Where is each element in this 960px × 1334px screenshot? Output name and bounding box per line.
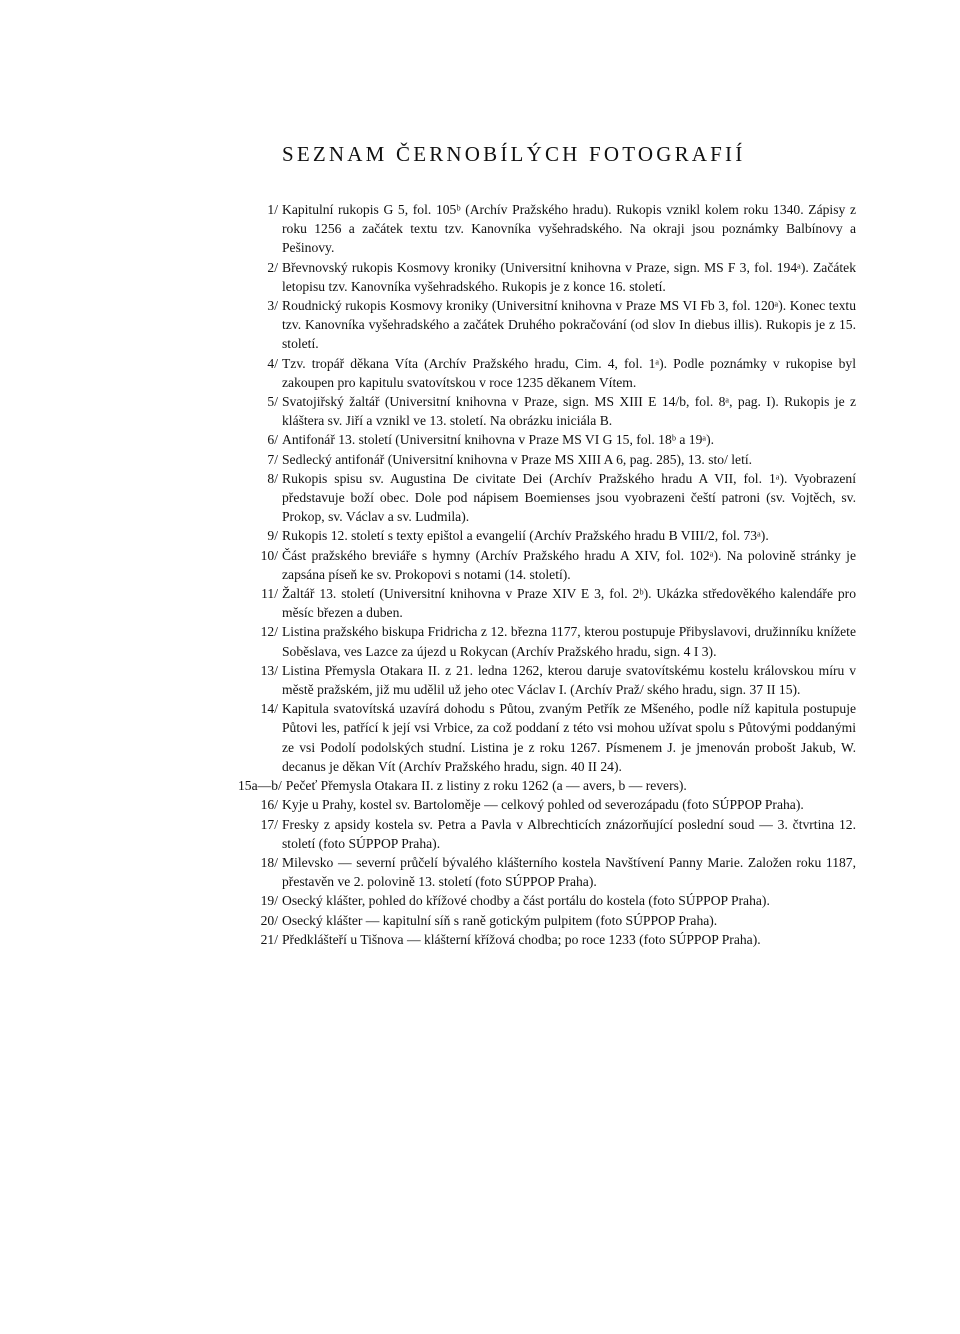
list-item xyxy=(238,795,856,814)
list-item xyxy=(238,661,856,699)
entry-text: Břevnovský rukopis Kosmovy kroniky (Universitní knihovna v Praze, sign. MS F 3, fol. 194ᵃ). Začátek letopisu tzv. Kanovníka vyšehradského. Rukopis je z konce 16. století. xyxy=(282,259,856,294)
list-item xyxy=(238,815,856,853)
photo-list xyxy=(238,200,856,949)
list-item xyxy=(238,622,856,660)
list-item xyxy=(238,776,856,795)
entry-number: 15a—b/ xyxy=(238,778,282,794)
list-item xyxy=(238,526,856,545)
entry-number: 13/ xyxy=(260,662,278,678)
entry-number: 21/ xyxy=(260,931,278,947)
entry-text: Svatojiřský žaltář (Universitní knihovna v Praze, sign. MS XIII E 14/b, fol. 8ᵃ, pag. I). Rukopis je z kláštera sv. Jiří a vznikl ve 13. století. Na obrázku iniciála B. xyxy=(282,394,856,429)
entry-number: 20/ xyxy=(260,912,278,928)
list-item xyxy=(238,699,856,776)
entry-number: 8/ xyxy=(267,470,278,486)
entry-text: Pečeť Přemysla Otakara II. z listiny z roku 1262 (a — avers, b — revers). xyxy=(285,778,687,794)
list-item xyxy=(238,930,856,949)
entry-number: 18/ xyxy=(260,854,278,870)
page-title: SEZNAM ČERNOBÍLÝCH FOTOGRAFIÍ xyxy=(282,142,746,166)
entry-number: 7/ xyxy=(267,451,278,467)
entry-text: Roudnický rukopis Kosmovy kroniky (Universitní knihovna v Praze MS VI Fb 3, fol. 120ᵃ). Konec textu tzv. Kanovníka vyšehradského a začátek Druhého pokračování (od slov In diebus illis). Rukopis je z 15. století. xyxy=(282,298,856,352)
entry-number: 19/ xyxy=(260,893,278,909)
entry-number: 17/ xyxy=(260,816,278,832)
entry-text: Žaltář 13. století (Universitní knihovna v Praze XIV E 3, fol. 2ᵇ). Ukázka středověkého kalendáře pro měsíc březen a duben. xyxy=(282,586,856,621)
entry-number: 10/ xyxy=(260,547,278,563)
list-item xyxy=(238,258,856,296)
entry-number: 11/ xyxy=(261,586,278,602)
entry-number: 5/ xyxy=(267,394,278,410)
entry-number: 1/ xyxy=(267,202,278,217)
list-item xyxy=(238,546,856,584)
entry-text: Osecký klášter, pohled do křížové chodby a část portálu do kostela (foto SÚPPOP Praha). xyxy=(282,893,770,909)
list-item xyxy=(238,392,856,430)
entry-number: 6/ xyxy=(267,432,278,448)
list-item xyxy=(238,911,856,930)
list-item xyxy=(238,584,856,622)
entry-number: 16/ xyxy=(260,797,278,813)
entry-text: Předklášteří u Tišnova — klášterní křížová chodba; po roce 1233 (foto SÚPPOP Praha). xyxy=(282,931,761,947)
entry-text: Listina pražského biskupa Fridricha z 12. března 1177, kterou postupuje Přibyslavovi, družinníku knížete Soběslava, ves Lazce za újezd u Rokycan (Archív Pražského hradu, sign. 4 I 3). xyxy=(282,624,856,659)
entry-text: Fresky z apsidy kostela sv. Petra a Pavla v Albrechticích znázorňující poslední soud — 3. čtvrtina 12. století (foto SÚPPOP Praha). xyxy=(282,816,856,851)
list-item xyxy=(238,354,856,392)
entry-text: Tzv. tropář děkana Víta (Archív Pražského hradu, Cim. 4, fol. 1ᵃ). Podle poznámky v rukopise byl zakoupen pro kapitulu svatovítskou v roce 1235 děkanem Vítem. xyxy=(282,355,856,390)
entry-text: Rukopis 12. století s texty epištol a evangelií (Archív Pražského hradu B VIII/2, fol. 73ᵃ). xyxy=(282,528,769,544)
list-item xyxy=(238,469,856,527)
entry-number: 4/ xyxy=(267,355,278,371)
entry-text: Antifonář 13. století (Universitní knihovna v Praze MS VI G 15, fol. 18ᵇ a 19ᵃ). xyxy=(282,432,715,448)
list-item xyxy=(238,450,856,469)
list-item xyxy=(238,853,856,891)
entry-number: 12/ xyxy=(260,624,278,640)
entry-text: Rukopis spisu sv. Augustina De civitate Dei (Archív Pražského hradu A VII, fol. 1ᵃ). Vyobrazení představuje boží obec. Dole pod nápisem Boemienses jsou vyobrazeni čeští patroni (sv. Vojtěch, sv. Prokop, sv. Václav a sv. Ludmila). xyxy=(282,470,856,525)
entry-text: Osecký klášter — kapitulní síň s raně gotickým pulpitem (foto SÚPPOP Praha). xyxy=(282,912,718,928)
entry-number: 14/ xyxy=(260,701,278,717)
entry-number: 9/ xyxy=(267,528,278,544)
entry-text: Sedlecký antifonář (Universitní knihovna v Praze MS XIII A 6, pag. 285), 13. sto/ letí. xyxy=(282,451,753,467)
list-item xyxy=(238,296,856,354)
list-item xyxy=(238,430,856,449)
entry-text: Kapitulní rukopis G 5, fol. 105ᵇ (Archív Pražského hradu). Rukopis vznikl kolem roku 1340. Zápisy z roku 1256 a začátek textu tzv. Kanovníka vyšehradského. Na okraji jsou poznámky Balbínovy a Pešinovy. xyxy=(282,202,856,256)
entry-text: Kapitula svatovítská uzavírá dohodu s Půtou, zvaným Petřík ze Mšeného, podle níž kapitula postupuje Půtovi les, patřící k její vsi Vrbice, za což poddaní z této vsi mohou užívat spolu s Půtovými poddanými ze vsi Podolí podolských studní. Listina je z roku 1267. Písmenem J. je jmenován probošt Jakub, W. decanus je děkan Vít (Archív Pražského hradu, sign. 40 II 24). xyxy=(282,701,856,774)
list-item xyxy=(238,891,856,910)
entry-text: Milevsko — severní průčelí bývalého klášterního kostela Navštívení Panny Marie. Založen roku 1187, přestavěn ve 2. polovině 13. století (foto SÚPPOP Praha). xyxy=(282,854,856,890)
entry-text: Listina Přemysla Otakara II. z 21. ledna 1262, kterou daruje svatovítskému kostelu královskou míru v městě pražském, již mu udělil už jeho otec Václav I. (Archív Praž/ ského hradu, sign. 37 II 15). xyxy=(282,662,856,698)
entry-number: 3/ xyxy=(267,298,278,314)
entry-text: Kyje u Prahy, kostel sv. Bartoloměje — celkový pohled od severozápadu (foto SÚPPOP Praha). xyxy=(282,797,804,813)
list-item xyxy=(238,200,856,258)
entry-number: 2/ xyxy=(267,259,278,275)
entry-text: Část pražského breviáře s hymny (Archív Pražského hradu A XIV, fol. 102ᵃ). Na polovině stránky je zapsána píseň ke sv. Prokopovi s notami (14. století). xyxy=(282,547,856,582)
